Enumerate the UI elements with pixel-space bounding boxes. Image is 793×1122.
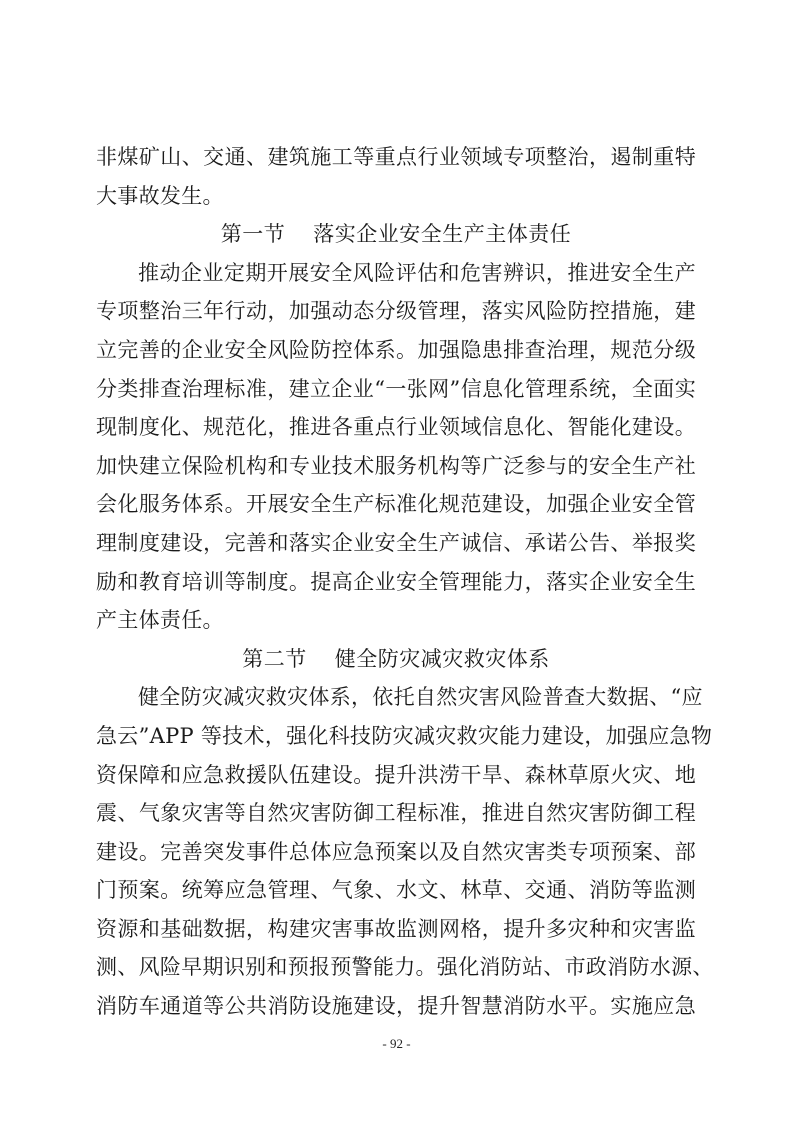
- section-number: 第一节: [220, 222, 286, 247]
- paragraph-line: 建设。完善突发事件总体应急预案以及自然灾害类专项预案、部: [96, 839, 696, 864]
- paragraph-line: 震、气象灾害等自然灾害防御工程标准，推进自然灾害防御工程: [96, 801, 696, 826]
- paragraph-line: 现制度化、规范化，推进各重点行业领域信息化、智能化建设。: [96, 415, 696, 440]
- page-number: - 92 -: [382, 1036, 411, 1051]
- body-text: [96, 138, 714, 1026]
- paragraph-line: 健全防灾减灾救灾体系，依托自然灾害风险普查大数据、“应: [138, 685, 703, 710]
- paragraph-line: 消防车通道等公共消防设施建设，提升智慧消防水平。实施应急: [96, 994, 696, 1019]
- paragraph-line: 门预案。统筹应急管理、气象、水文、林草、交通、消防等监测: [96, 878, 696, 903]
- section-title: 落实企业安全生产主体责任: [313, 222, 572, 247]
- paragraph-line: 大事故发生。: [96, 183, 224, 208]
- paragraph-line: 推动企业定期开展安全风险评估和危害辨识，推进安全生产: [138, 260, 696, 285]
- paragraph-line: 加快建立保险机构和专业技术服务机构等广泛参与的安全生产社: [96, 453, 696, 478]
- section-heading-1: [96, 215, 696, 254]
- paragraph-line: 资源和基础数据，构建灾害事故监测网格，提升多灾种和灾害监: [96, 916, 696, 941]
- paragraph-line: 非煤矿山、交通、建筑施工等重点行业领域专项整治，遏制重特: [96, 145, 696, 169]
- section-number: 第二节: [242, 646, 307, 671]
- paragraph-line: 产主体责任。: [96, 608, 224, 633]
- paragraph-line: 分类排查治理标准，建立企业“一张网”信息化管理系统，全面实: [96, 376, 696, 401]
- paragraph-line: 急云”APP 等技术，强化科技防灾减灾救灾能力建设，加强应急物: [96, 723, 713, 748]
- section-heading-2: [96, 640, 696, 679]
- paragraph-line: 资保障和应急救援队伍建设。提升洪涝干旱、森林草原火灾、地: [96, 762, 696, 787]
- paragraph-line: 立完善的企业安全风险防控体系。加强隐患排查治理，规范分级: [96, 337, 696, 362]
- paragraph-line: 理制度建设，完善和落实企业安全生产诚信、承诺公告、举报奖: [96, 530, 696, 555]
- paragraph-line: 会化服务体系。开展安全生产标准化规范建设，加强企业安全管: [96, 492, 696, 517]
- paragraph-line: 测、风险早期识别和预报预警能力。强化消防站、市政消防水源、: [96, 955, 714, 980]
- paragraph-line: 励和教育培训等制度。提高企业安全管理能力，落实企业安全生: [96, 569, 696, 594]
- paragraph-line: 专项整治三年行动，加强动态分级管理，落实风险防控措施，建: [96, 299, 696, 324]
- section-title: 健全防灾减灾救灾体系: [334, 646, 550, 671]
